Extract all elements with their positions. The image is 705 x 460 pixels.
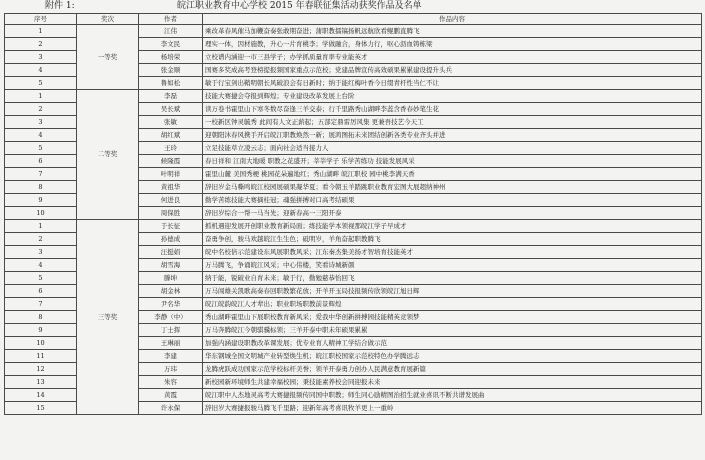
appendix-label: 附件 1: (45, 1, 75, 11)
author-cell: 叶明祥 (139, 168, 203, 181)
author-cell: 王玲 (139, 142, 203, 155)
column-header-award: 奖次 (77, 14, 139, 25)
row-number: 3 (5, 51, 77, 64)
couplet-content-cell: 霍里山麓 美国秀梗 桃园花朵遍地红；秀山湖畔 皖江职校 园中桃李满天香 (203, 168, 702, 181)
row-number: 5 (5, 142, 77, 155)
row-number: 2 (5, 233, 77, 246)
couplet-content-cell: 技能大赛捷会夺报到辉煌；专业建设改革发展上台阶 (203, 90, 702, 103)
author-cell: 李磊 (139, 90, 203, 103)
row-number: 5 (5, 272, 77, 285)
document-header (0, 0, 705, 13)
table-header-row (5, 14, 702, 25)
row-number: 3 (5, 116, 77, 129)
author-cell: 鲁如松 (139, 77, 203, 90)
couplet-content-cell: 立足技能草立凌云志；面向社会适当接力人 (203, 142, 702, 155)
row-number: 1 (5, 220, 77, 233)
couplet-content-cell: 加强内涵建设职教改革课发展；优专业育人精神工学结合做示范 (203, 337, 702, 350)
row-number: 9 (5, 324, 77, 337)
row-number: 3 (5, 246, 77, 259)
couplet-content-cell: 皖江皖韵皖江人才辈出；职业职场职教前景辉煌 (203, 298, 702, 311)
row-number: 10 (5, 207, 77, 220)
table-row (5, 90, 702, 103)
author-cell: 李静（中） (139, 311, 203, 324)
row-number: 14 (5, 389, 77, 402)
row-number: 8 (5, 311, 77, 324)
author-cell: 胡红斌 (139, 129, 203, 142)
column-header-number: 序号 (5, 14, 77, 25)
author-cell: 候隆霞 (139, 155, 203, 168)
row-number: 11 (5, 350, 77, 363)
table-row (5, 25, 702, 38)
author-cell: 何进良 (139, 194, 203, 207)
author-cell: 李文民 (139, 38, 203, 51)
author-cell: 滕坤 (139, 272, 203, 285)
couplet-content-cell: 辞旧岁大赛捷报骏马腾飞千里路；迎新年高考喜讯牧羊更上一重岭 (203, 402, 702, 415)
couplet-content-cell: 万马奔腾皖江今朝骐骥标领；三羊开泰中职未年硕果累累 (203, 324, 702, 337)
couplet-content-cell: 国赛多奖成高考登榜提报频国家重点示范校；党建品牌宣传高效硕果累累建设提升头兵 (203, 64, 702, 77)
couplet-content-cell: 勤学苦练技能大赛摘桂冠；魂强拼搏对口高考结硕果 (203, 194, 702, 207)
row-number: 7 (5, 298, 77, 311)
row-number: 12 (5, 363, 77, 376)
couplet-content-cell: 皖中名校倍示范建设东风展职教风采；江东秦杰集美扬才智培育技能英才 (203, 246, 702, 259)
author-cell: 丁士挥 (139, 324, 203, 337)
row-number: 1 (5, 25, 77, 38)
couplet-content-cell: 龙腾虎跃成功国家示范学校标杆美誉；领羊开泰勇力创办人民满意教育展新篇 (203, 363, 702, 376)
row-number: 2 (5, 38, 77, 51)
couplet-content-cell: 一校新区钟灵毓秀 此间有人文正薪起；五部定鼎雷厉风集 更兼吾技艺今天工 (203, 116, 702, 129)
couplet-content-cell: 辞旧岁综合一帮一马当先；迎新春高一三阳开泰 (203, 207, 702, 220)
author-cell: 吴长斌 (139, 103, 203, 116)
author-cell: 周保胜 (139, 207, 203, 220)
award-table (4, 13, 702, 415)
author-cell: 张金顺 (139, 64, 203, 77)
couplet-content-cell: 纳于能，锐破业自育未来；敏于行，勤勉慈恭怡回飞 (203, 272, 702, 285)
couplet-content-cell: 秀山湖畔霍里山下展职校教育新风采；爱我中华创新拼搏园技能精英竞领梦 (203, 311, 702, 324)
author-cell: 张敏 (139, 116, 203, 129)
row-number: 1 (5, 90, 77, 103)
award-level-cell: 一等奖 (77, 25, 139, 90)
row-number: 15 (5, 402, 77, 415)
author-cell: 王琳丽 (139, 337, 203, 350)
author-cell: 尹名华 (139, 298, 203, 311)
couplet-content-cell: 皖江职中人杰地灵高考大赛捷报频传同国中职教；师生同心励精图治招生就业喜讯不断共谱发展曲 (203, 389, 702, 402)
column-header-content: 作品内容 (203, 14, 702, 25)
author-cell: 孙德成 (139, 233, 203, 246)
award-level-cell: 三等奖 (77, 220, 139, 415)
author-cell: 万玮 (139, 363, 203, 376)
row-number: 4 (5, 64, 77, 77)
author-cell: 许永保 (139, 402, 203, 415)
couplet-content-cell: 万马腾飞，争诵皖江风采；中心伟楼，笑看诗城新颜 (203, 259, 702, 272)
author-cell: 胡雪海 (139, 259, 203, 272)
row-number: 6 (5, 155, 77, 168)
row-number: 13 (5, 376, 77, 389)
couplet-content-cell: 抓机遇迎发展开创职业教育新局面；练技能学本领视那皖江学子早成才 (203, 220, 702, 233)
row-number: 4 (5, 129, 77, 142)
row-number: 10 (5, 337, 77, 350)
award-level-cell: 二等奖 (77, 90, 139, 220)
author-cell: 杨培荣 (139, 51, 203, 64)
couplet-content-cell: 理实一体，因材施教，升心一片育桃李；学做融合，身体力行，呕心沥血铸栋梁 (203, 38, 702, 51)
row-number: 8 (5, 181, 77, 194)
row-number: 4 (5, 259, 77, 272)
couplet-content-cell: 新校园新环境师生共建幸福校园；秉技能素养校会同迎报未来 (203, 376, 702, 389)
author-cell: 江伟 (139, 25, 203, 38)
author-cell: 黄祖华 (139, 181, 203, 194)
couplet-content-cell: 春日祥和 江南大地暖 职教之花盛开；莘莘学子 乐学苦练功 技能发展风采 (203, 155, 702, 168)
table-body (5, 25, 702, 415)
author-cell: 胡金林 (139, 285, 203, 298)
author-cell: 汪挺娟 (139, 246, 203, 259)
couplet-content-cell: 敏于行宝剑出鞘明朝长风破浪会有日新时；纳于能红梅叶香今日缀青杆性当仁不让 (203, 77, 702, 90)
couplet-content-cell: 辞旧岁金马嘶鸣皖江校园展硕果凝华夏；看今朝玉羊踏跳职业教育宏图大展超纳神州 (203, 181, 702, 194)
couplet-content-cell: 奋勇争创，骏马欢越皖江生生色；砥明岁，羊角奋起职教腾飞 (203, 233, 702, 246)
column-header-author: 作者 (139, 14, 203, 25)
couplet-content-cell: 乘改革春风催马加鞭奋奏张敢期奋进；蒲职教擂镐扬帆远航欣看鲲鹏直腾飞 (203, 25, 702, 38)
row-number: 9 (5, 194, 77, 207)
author-cell: 黄霞 (139, 389, 203, 402)
couplet-content-cell: 立校谱内涵迎一市三县学子；办学抓质量育率专业能英才 (203, 51, 702, 64)
author-cell: 朱容 (139, 376, 203, 389)
row-number: 6 (5, 285, 77, 298)
couplet-content-cell: 华东钢城全国文明城产业转型焕生机；皖江职校国家示范校特色办学腾远志 (203, 350, 702, 363)
row-number: 7 (5, 168, 77, 181)
author-cell: 李建 (139, 350, 203, 363)
table-row (5, 220, 702, 233)
author-cell: 于长征 (139, 220, 203, 233)
document-title: 皖江职业教育中心学校 2015 年春联征集活动获奖作品及名单 (177, 1, 422, 11)
couplet-content-cell: 万马闯雄关凯歌高奏春回职教繁花放；开羊开玉局技报频传欣领皖江旭日辉 (203, 285, 702, 298)
couplet-content-cell: 迎朝阳沐春风携手开启皖江职教焕然一新；展鸿图拓未来团结创新各类专业齐头并进 (203, 129, 702, 142)
couplet-content-cell: 读万卷书霍里山下寒冬数尽奋逢三羊交泰；行千里路秀山湖畔李蕊含香春妙笔生花 (203, 103, 702, 116)
row-number: 2 (5, 103, 77, 116)
row-number: 5 (5, 77, 77, 90)
